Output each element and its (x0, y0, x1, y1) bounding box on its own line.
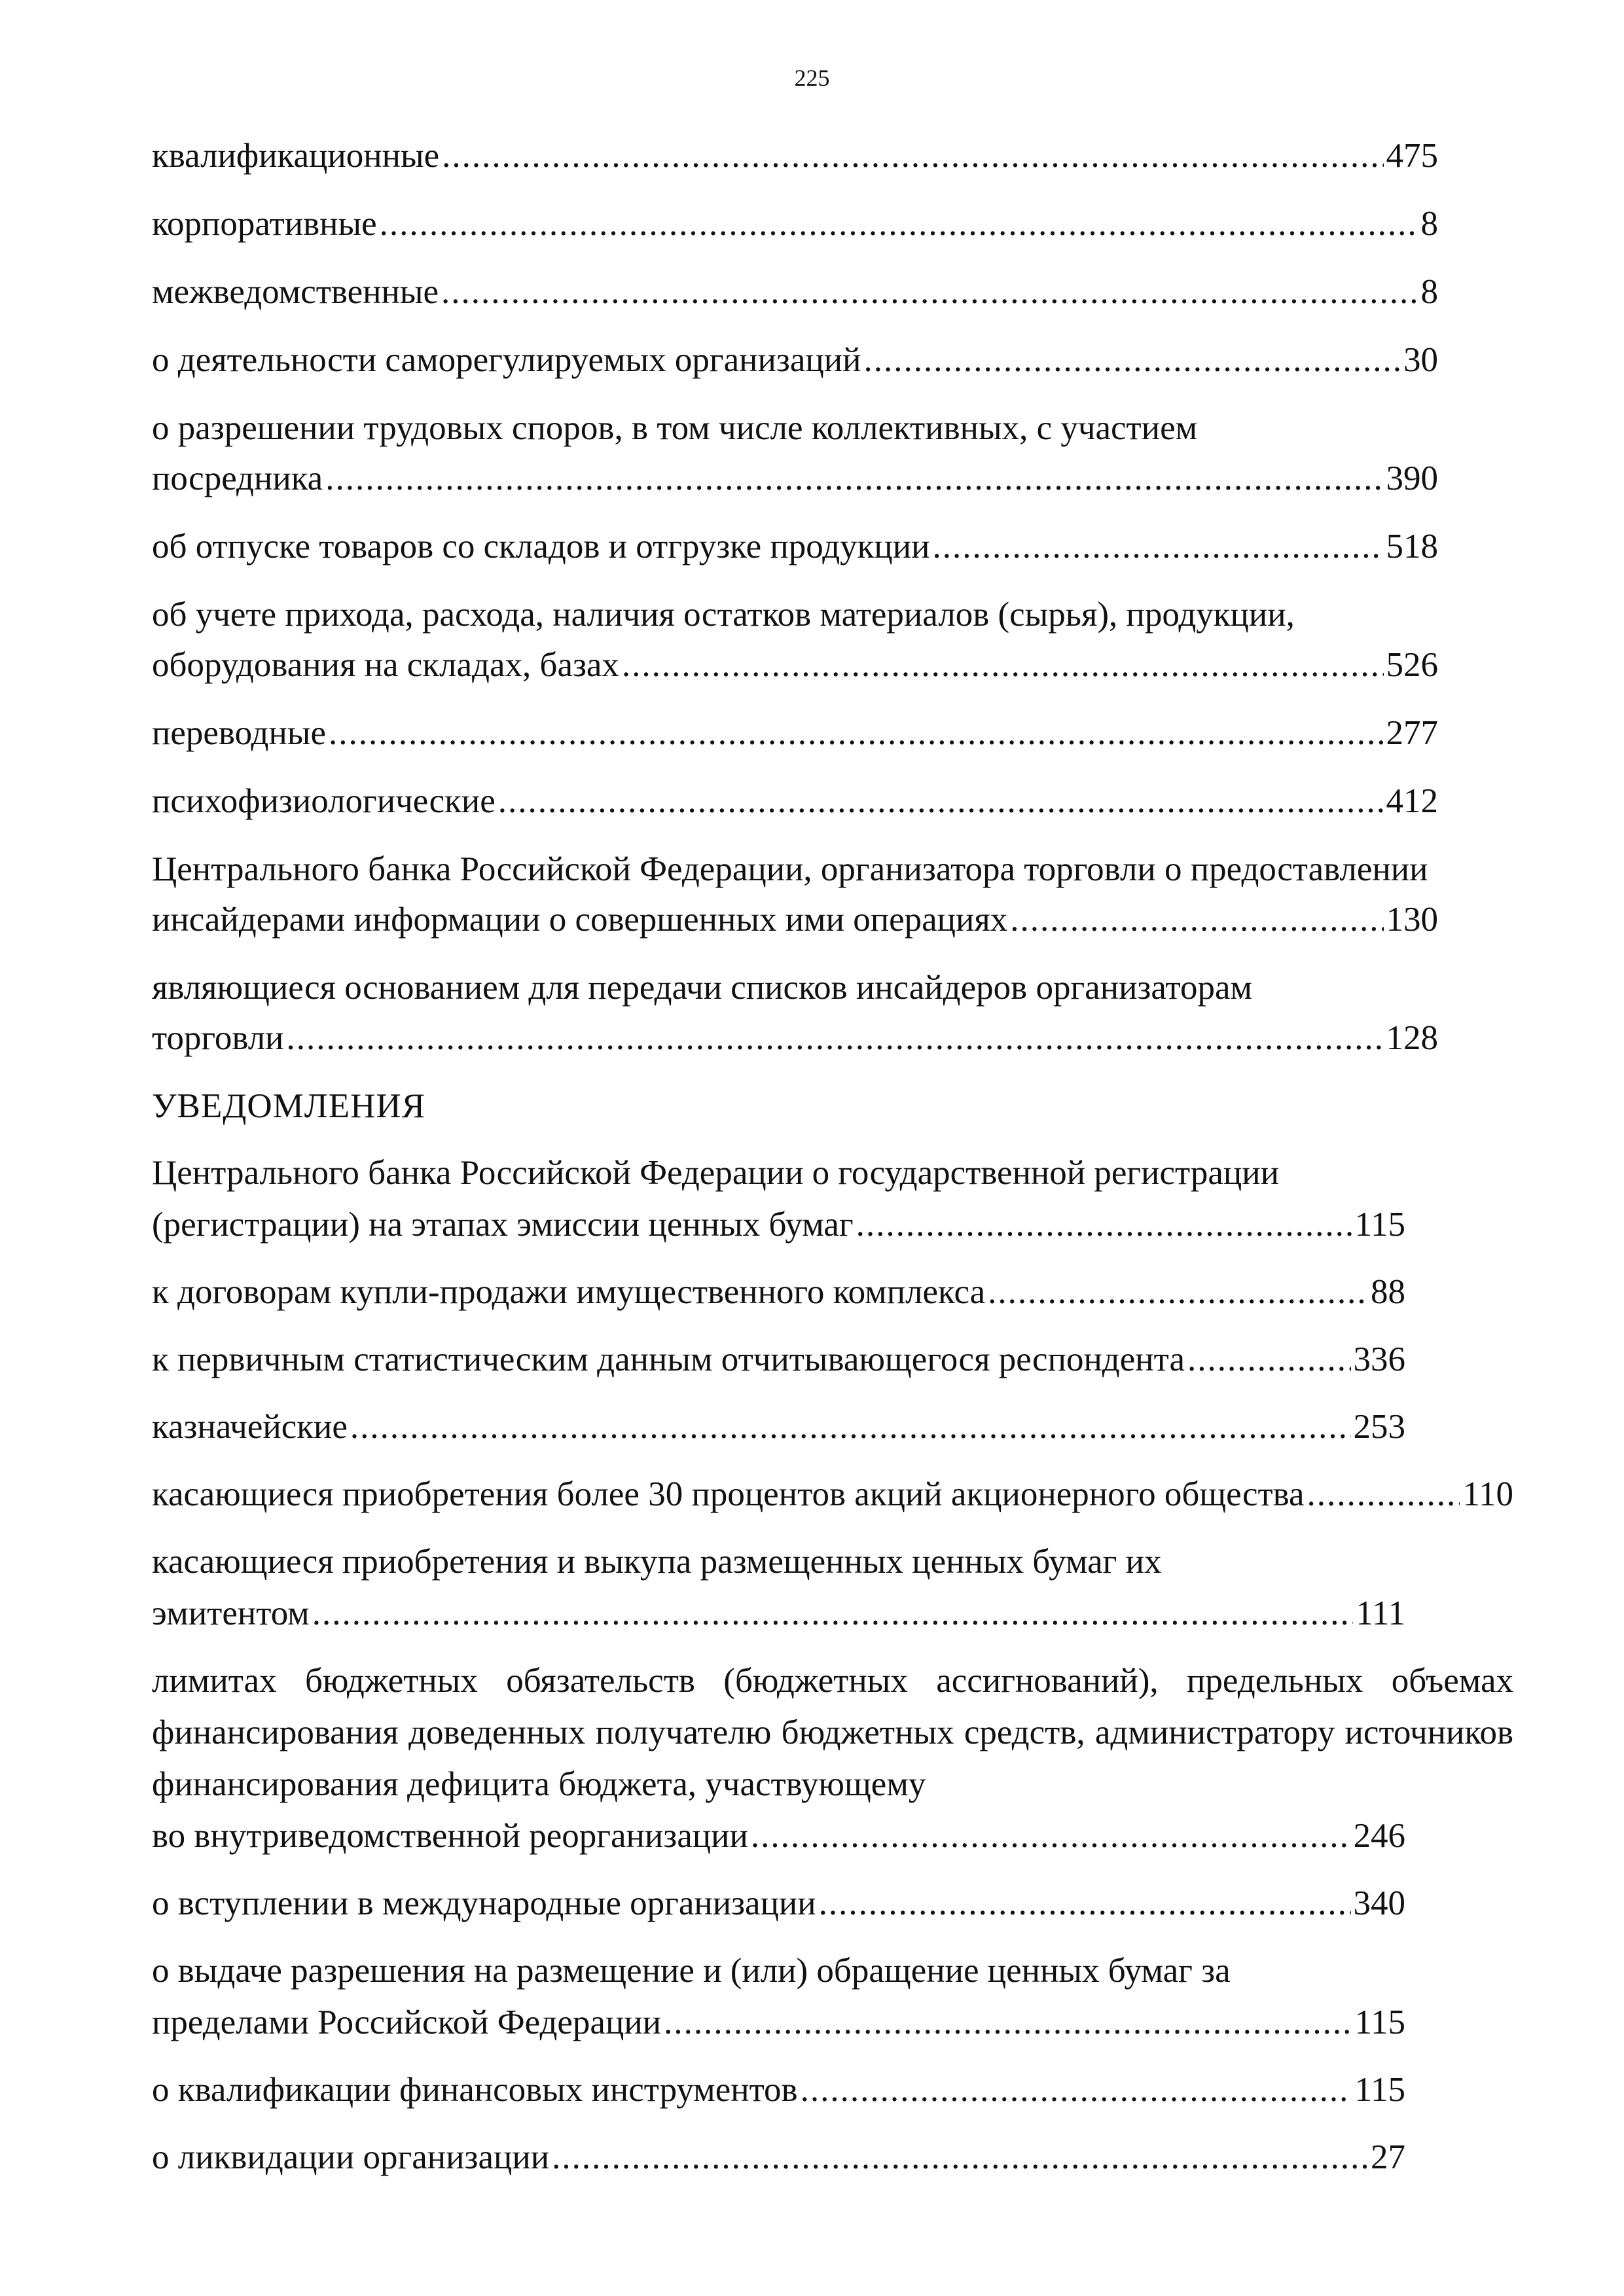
entry-label: о вступлении в международные организации (152, 1884, 816, 1922)
dot-leader (801, 2064, 1352, 2116)
page-reference: 336 (1353, 1340, 1405, 1378)
page-reference: 8 (1420, 205, 1438, 243)
index-entry (152, 1334, 1513, 1386)
index-entry (152, 708, 1513, 759)
entry-line (152, 1266, 1405, 1318)
page-reference: 475 (1386, 137, 1438, 175)
index-entry (152, 1469, 1513, 1520)
dot-leader (552, 2132, 1368, 2183)
index-entry (152, 776, 1513, 827)
entry-label: переводные (152, 714, 327, 752)
index-entry (152, 2064, 1513, 2116)
page-reference: 246 (1353, 1817, 1405, 1855)
entry-text: Центрального банка Российской Федерации о государственной регистрации (152, 1154, 1279, 1192)
entry-label: касающиеся приобретения более 30 процентов акций акционерного общества (152, 1475, 1305, 1513)
entry-text: о выдаче разрешения на размещение и (или) обращение ценных бумаг за (152, 1952, 1231, 1990)
dot-leader (856, 1199, 1352, 1251)
entry-label: во внутриведомственной реорганизации (152, 1817, 748, 1855)
index-entry (152, 335, 1513, 386)
entry-line (152, 199, 1438, 249)
entry-text: о разрешении трудовых споров, в том числе коллективных, с участием (152, 409, 1198, 447)
index-entry (152, 403, 1513, 504)
entry-line (152, 1469, 1513, 1520)
entry-label: о деятельности саморегулируемых организаций (152, 341, 861, 379)
entry-label: межведомственные (152, 273, 439, 311)
entry-text: лимитах бюджетных обязательств (бюджетных ассигнований), предельных объемах финансирования доведенных получателю бюджетных средств, администратору источников финансирования дефицита бюджета, участвующему (152, 1662, 1513, 1803)
index-entry (152, 1536, 1513, 1640)
entry-line (152, 454, 1438, 504)
dot-leader (442, 131, 1383, 181)
index-entry (152, 1147, 1513, 1251)
entry-label: оборудования на складах, базах (152, 646, 619, 684)
entry-line (152, 2064, 1405, 2116)
dot-leader (380, 199, 1418, 249)
entry-line (152, 1401, 1405, 1453)
index-entry (152, 1945, 1513, 2049)
dot-leader (325, 454, 1383, 504)
entry-line (152, 776, 1438, 827)
entry-line (152, 1997, 1405, 2049)
index-entry (152, 590, 1513, 691)
index-content (152, 131, 1513, 2199)
page-reference: 88 (1371, 1273, 1405, 1311)
entry-line (152, 708, 1438, 759)
page-reference: 412 (1386, 782, 1438, 820)
page-reference: 27 (1371, 2138, 1405, 2176)
index-entry (152, 963, 1513, 1064)
dot-leader (988, 1266, 1368, 1318)
dot-leader (1010, 895, 1383, 945)
entries-group-notifications (152, 1147, 1513, 2183)
page-reference: 111 (1356, 1594, 1405, 1632)
entry-label: казначейские (152, 1408, 348, 1446)
entries-group-continuation (152, 131, 1513, 1064)
page-reference: 130 (1386, 901, 1438, 939)
page-reference: 277 (1386, 714, 1438, 752)
page-reference: 30 (1403, 341, 1438, 379)
entry-line (152, 1013, 1438, 1064)
entry-line (152, 1878, 1405, 1929)
entry-label: к первичным статистическим данным отчитывающегося респондента (152, 1340, 1185, 1378)
page-reference: 115 (1354, 2003, 1405, 2041)
entry-label: эмитентом (152, 1594, 310, 1632)
page-reference: 253 (1353, 1408, 1405, 1446)
entry-label: о ликвидации организации (152, 2138, 550, 2176)
dot-leader (933, 522, 1384, 572)
index-entry (152, 1266, 1513, 1318)
entry-label: психофизиологические (152, 782, 496, 820)
entry-text: об учете прихода, расхода, наличия остатков материалов (сырья), продукции, (152, 596, 1295, 634)
entry-label: инсайдерами информации о совершенных ими операциях (152, 901, 1008, 939)
entry-label: об отпуске товаров со складов и отгрузке продукции (152, 528, 930, 565)
dot-leader (441, 267, 1418, 317)
entry-line (152, 1199, 1405, 1251)
entry-label: корпоративные (152, 205, 377, 243)
entry-line (152, 131, 1438, 181)
dot-leader (1307, 1469, 1460, 1520)
entry-line (152, 267, 1438, 317)
dot-leader (664, 1997, 1352, 2049)
entry-line (152, 2132, 1405, 2183)
entry-text: Центрального банка Российской Федерации, организатора торговли о предоставлении (152, 850, 1428, 888)
dot-leader (819, 1878, 1351, 1929)
index-entry (152, 1655, 1513, 1862)
index-entry (152, 522, 1513, 572)
page-reference: 128 (1386, 1019, 1438, 1057)
index-entry (152, 844, 1513, 945)
section-heading: УВЕДОМЛЕНИЯ (152, 1087, 426, 1125)
entry-label: торговли (152, 1019, 284, 1057)
dot-leader (622, 640, 1384, 691)
entry-line (152, 522, 1438, 572)
entry-label: посредника (152, 459, 323, 497)
dot-leader (863, 335, 1401, 386)
entry-line (152, 335, 1438, 386)
entry-label: (регистрации) на этапах эмиссии ценных бумаг (152, 1206, 854, 1244)
entry-line (152, 1334, 1405, 1386)
dot-leader (498, 776, 1384, 827)
page-reference: 115 (1354, 1206, 1405, 1244)
entry-text: являющиеся основанием для передачи списков инсайдеров организаторам (152, 969, 1253, 1007)
page-reference: 110 (1462, 1475, 1513, 1513)
entry-label: квалификационные (152, 137, 440, 175)
page-reference: 526 (1386, 646, 1438, 684)
dot-leader (312, 1588, 1354, 1640)
entry-line (152, 1810, 1405, 1862)
dot-leader (329, 708, 1383, 759)
dot-leader (751, 1810, 1351, 1862)
entry-label: к договорам купли-продажи имущественного комплекса (152, 1273, 986, 1311)
page-reference: 390 (1386, 459, 1438, 497)
page-reference: 8 (1420, 273, 1438, 311)
index-entry (152, 131, 1513, 181)
index-entry (152, 199, 1513, 249)
entry-line (152, 895, 1438, 945)
entry-line (152, 1588, 1405, 1640)
entry-line (152, 640, 1438, 691)
index-entry (152, 267, 1513, 317)
dot-leader (287, 1013, 1384, 1064)
entry-label: о квалификации финансовых инструментов (152, 2071, 798, 2109)
page-reference: 340 (1353, 1884, 1405, 1922)
page-reference: 518 (1386, 528, 1438, 565)
page-reference: 115 (1354, 2071, 1405, 2109)
entry-text: касающиеся приобретения и выкупа размещенных ценных бумаг их (152, 1543, 1162, 1581)
dot-leader (350, 1401, 1351, 1453)
page-number: 225 (794, 65, 830, 91)
index-entry (152, 2132, 1513, 2183)
index-entry (152, 1401, 1513, 1453)
entry-label: пределами Российской Федерации (152, 2003, 662, 2041)
index-entry (152, 1878, 1513, 1929)
dot-leader (1187, 1334, 1351, 1386)
